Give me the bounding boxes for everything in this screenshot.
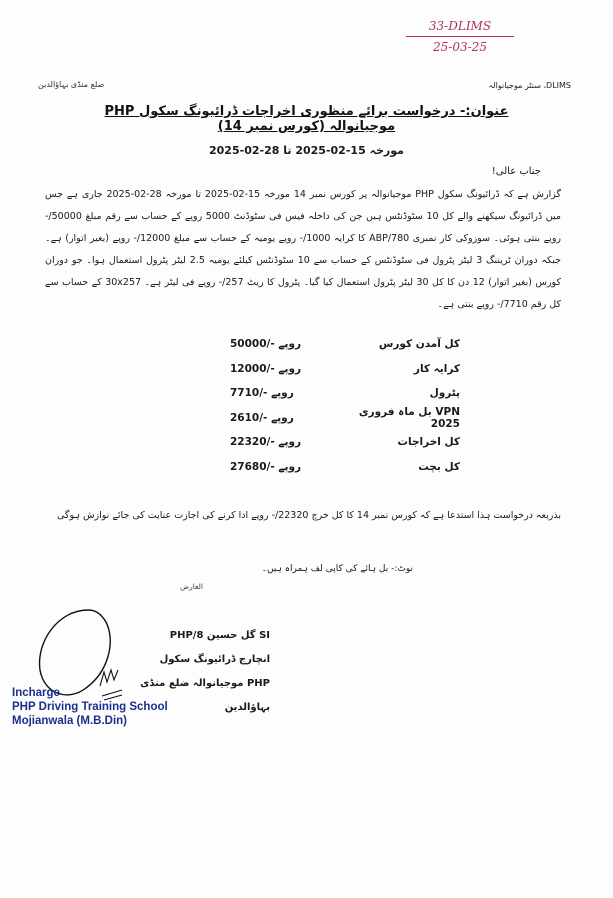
stamp-school: PHP Driving Training School <box>12 701 168 713</box>
summary-label: کل اخراجات <box>397 436 460 449</box>
attachment-note: نوٹ:- بل ہائے کی کاپی لف ہمراہ ہیں۔ <box>261 564 413 574</box>
applicant-label: العارض <box>180 582 203 591</box>
header-right-office: DLIMS، سنٹر موجیانوالہ <box>488 81 571 90</box>
summary-row <box>230 357 460 382</box>
header-left-district: ضلع منڈی بہاؤالدین <box>38 80 105 89</box>
summary-label: کل آمدن کورس <box>378 338 460 351</box>
summary-amount: 2610/- روپے <box>230 411 294 424</box>
salutation: جناب عالی! <box>491 166 541 177</box>
summary-amount: 27680/- روپے <box>230 460 302 473</box>
diary-date: 25-03-25 <box>433 40 487 54</box>
summary-label: کرایہ کار <box>413 362 460 375</box>
request-statement: بذریعہ درخواست ہذا استدعا ہے کہ کورس نمبر 14 کا کل خرچ 22320/- روپے ادا کرنے کی اجازت عنایت کی جائے نوازش ہوگی <box>57 510 561 521</box>
summary-amount: 7710/- روپے <box>230 387 294 400</box>
stamp-title: Incharge <box>12 687 60 699</box>
body-paragraph: گزارش ہے کہ ڈرائیونگ سکول PHP موجیانوالہ پر کورس نمبر 14 مورخہ 15-02-2025 تا مورخہ 28-02-2025 جاری ہے جس میں ڈرائیونگ سیکھنے والے کل 10 سٹوڈنٹس ہیں جن کی داخلہ فیس فی سٹوڈنٹ 5000 روپے کے حساب سے رقم مبلغ 50000/- روپے بنتی ہوئی۔ سوزوکی کار نمبری ABP/780 کا کرایہ 1000/- روپے یومیہ کے حساب سے مبلغ 12000/- روپے (بغیر اتوار) ہے۔ جبکہ دوران ٹریننگ 3 لیٹر پٹرول فی سٹوڈنٹس کے حساب سے 10 سٹوڈنٹس کیلئے یومیہ 2.5 لیٹر پٹرول استعمال ہوا۔ جو دوران کورس (بغیر اتوار) 12 دن کا کل 30 لیٹر پٹرول استعمال کیا گیا۔ پٹرول کا ریٹ 257/- روپے فی لیٹر ہے۔ 30x257 کے حساب سے کل رقم 7710/- روپے بنتی ہے۔ <box>45 189 562 310</box>
expense-summary-table <box>230 332 460 479</box>
signatory-name: SI گل حسین 8/PHP <box>169 630 270 641</box>
signatory-designation: انچارج ڈرائیونگ سکول <box>159 654 270 665</box>
summary-label: پٹرول <box>429 387 460 400</box>
document-subject: عنوان:- درخواست برائے منظوری اخراجات ڈرائیونگ سکول PHP موجیانوالہ (کورس نمبر 14) <box>104 104 509 134</box>
official-stamp <box>12 686 168 728</box>
summary-row <box>230 430 460 455</box>
summary-label: VPN بل ماہ فروری 2025 <box>358 405 460 430</box>
stamp-location: Mojianwala (M.B.Din) <box>12 715 127 727</box>
diary-number: 33-DLIMS <box>428 19 492 33</box>
summary-amount: 12000/- روپے <box>230 362 302 375</box>
summary-amount: 50000/- روپے <box>230 338 302 351</box>
summary-row <box>230 406 460 431</box>
summary-row <box>230 332 460 357</box>
diary-divider <box>406 36 514 37</box>
date-range: مورخہ 15-02-2025 تا 28-02-2025 <box>209 144 404 157</box>
signatory-location: PHP موجیانوالہ ضلع منڈی بہاؤالدین <box>140 678 270 713</box>
summary-label: کل بچت <box>418 460 460 473</box>
diary-annotation <box>400 18 520 55</box>
summary-row <box>230 381 460 406</box>
summary-amount: 22320/- روپے <box>230 436 302 449</box>
summary-row <box>230 455 460 480</box>
signature-loop <box>40 610 111 695</box>
